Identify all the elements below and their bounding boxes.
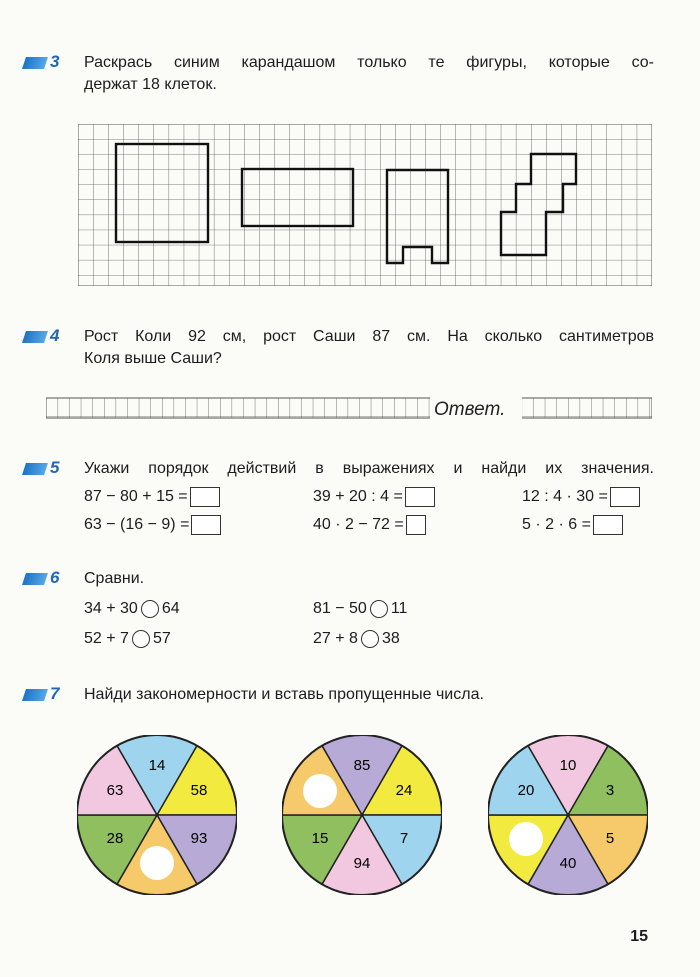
expression-1: 87 − 80 + 15 =	[84, 486, 220, 508]
wheel-3	[488, 735, 648, 895]
task-3-text-line2: держат 18 клеток.	[84, 76, 217, 93]
expression-5: 40 · 2 − 72 =	[313, 514, 426, 536]
sector-number: 58	[190, 781, 208, 799]
sector-number: 40	[559, 854, 577, 872]
task-5-text: Укажи порядок действий в выражениях и найди их значения.	[84, 460, 654, 477]
sector-number: 7	[399, 829, 409, 847]
comparison-3: 52 + 7 57	[84, 630, 171, 647]
compare-circle[interactable]	[132, 630, 150, 648]
sector-number: 14	[148, 756, 166, 774]
answer-box[interactable]	[593, 515, 623, 535]
sector-number: 28	[106, 829, 124, 847]
comparison-1: 34 + 30 64	[84, 600, 180, 617]
sector-number: 20	[517, 781, 535, 799]
answer-box[interactable]	[191, 515, 221, 535]
comparison-2: 81 − 50 11	[313, 600, 408, 617]
task-number: 5	[50, 458, 60, 477]
task-number: 7	[50, 684, 60, 703]
task-4-text-line1: Рост Коли 92 см, рост Саши 87 см. На сколько сантиметров	[84, 328, 654, 345]
blank-answer-circle[interactable]	[303, 774, 337, 808]
task-4-text-line2: Коля выше Саши?	[84, 350, 222, 367]
task-marker	[22, 57, 48, 69]
sector-number: 93	[190, 829, 208, 847]
answer-strip[interactable]	[46, 396, 652, 420]
task-number: 3	[50, 52, 60, 71]
sector-number: 10	[559, 756, 577, 774]
sector-number: 63	[106, 781, 124, 799]
sector-number: 15	[311, 829, 329, 847]
page-number: 15	[630, 928, 648, 945]
expression-6: 5 · 2 · 6 =	[522, 514, 623, 536]
blank-answer-circle[interactable]	[140, 846, 174, 880]
sector-number: 94	[353, 854, 371, 872]
sector-number: 5	[605, 829, 615, 847]
answer-label: Ответ.	[434, 399, 506, 420]
sector-number: 85	[353, 756, 371, 774]
compare-circle[interactable]	[141, 600, 159, 618]
blank-answer-circle[interactable]	[509, 822, 543, 856]
answer-box[interactable]	[190, 487, 220, 507]
expression-3: 12 : 4 · 30 =	[522, 486, 640, 508]
task-7-text: Найди закономерности и вставь пропущенные числа.	[84, 686, 484, 703]
grid-figures[interactable]	[78, 124, 652, 286]
task-number: 6	[50, 568, 60, 587]
sector-number: 24	[395, 781, 413, 799]
task-marker	[22, 463, 48, 475]
task-marker	[22, 689, 48, 701]
compare-circle[interactable]	[361, 630, 379, 648]
task-6-text: Сравни.	[84, 570, 145, 587]
task-3-text-line1: Раскрась синим карандашом только те фигуры, которые со-	[84, 54, 654, 71]
task-number: 4	[50, 326, 60, 345]
compare-circle[interactable]	[370, 600, 388, 618]
answer-box[interactable]	[405, 487, 435, 507]
wheel-1	[77, 735, 237, 895]
answer-box[interactable]	[406, 515, 426, 535]
task-marker	[22, 573, 48, 585]
expression-4: 63 − (16 − 9) =	[84, 514, 221, 536]
task-marker	[22, 331, 48, 343]
comparison-4: 27 + 8 38	[313, 630, 400, 647]
expression-2: 39 + 20 : 4 =	[313, 486, 435, 508]
sector-number: 3	[605, 781, 615, 799]
answer-box[interactable]	[610, 487, 640, 507]
wheel-2	[282, 735, 442, 895]
